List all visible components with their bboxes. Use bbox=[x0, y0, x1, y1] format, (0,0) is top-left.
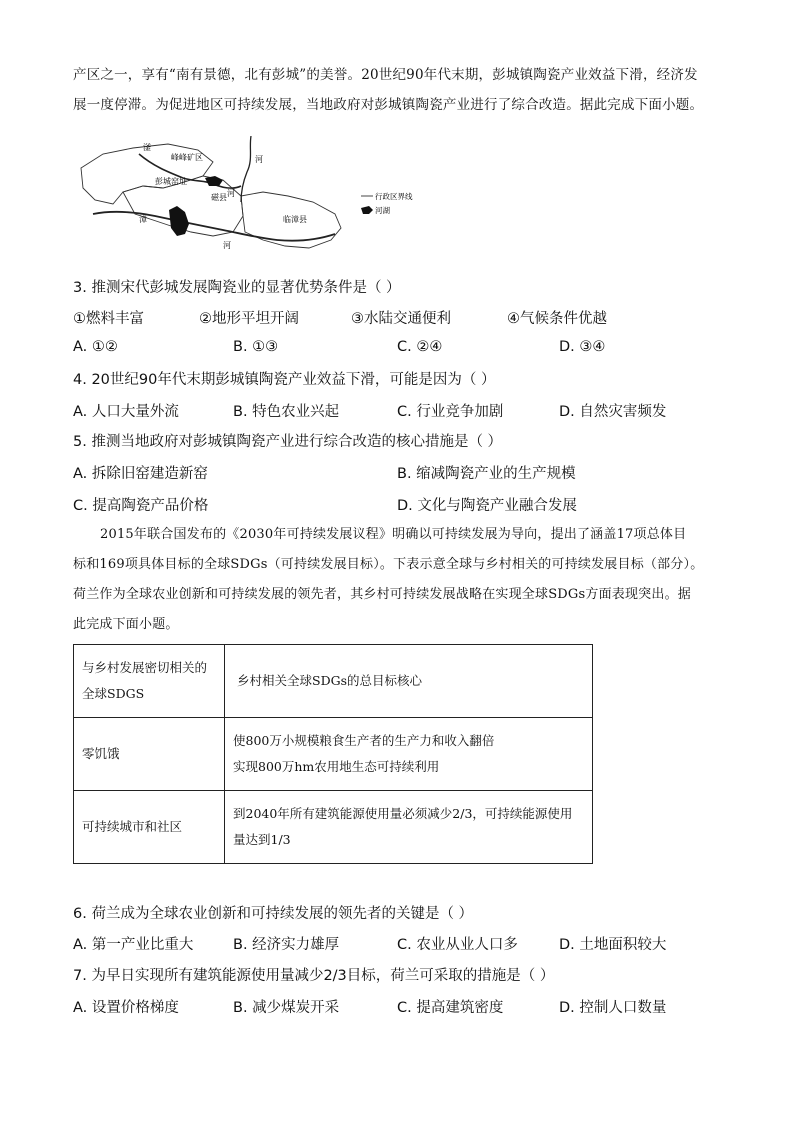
lake-fu bbox=[205, 176, 223, 186]
q3-option-a[interactable]: A. ①② bbox=[73, 339, 118, 355]
q3-item-1: ①燃料丰富 bbox=[73, 311, 144, 327]
q6-option-b[interactable]: B. 经济实力雄厚 bbox=[233, 937, 340, 953]
q3-option-b[interactable]: B. ①③ bbox=[233, 339, 279, 355]
sdg-passage-line-1: 2015年联合国发布的《2030年可持续发展议程》明确以可持续发展为导向，提出了涵盖17项总体目 bbox=[100, 527, 687, 542]
river-north bbox=[241, 136, 251, 202]
intro-paragraph bbox=[73, 60, 733, 120]
q4-stem: 4. 20世纪90年代末期彭城镇陶瓷产业效益下滑，可能是因为（ ） bbox=[73, 372, 496, 388]
q5-stem: 5. 推测当地政府对彭城镇陶瓷产业进行综合改造的核心措施是（ ） bbox=[73, 434, 503, 450]
label-river-he-2: 河 bbox=[227, 189, 235, 198]
table-header-core: 乡村相关全球SDGs的总目标核心 bbox=[225, 645, 593, 718]
label-river-zhang: 漳 bbox=[139, 215, 147, 224]
label-cixian: 磁县 bbox=[211, 193, 227, 202]
table-row-1-core-line-1: 使800万小规模粮食生产者的生产力和收入翻倍 bbox=[233, 733, 495, 748]
table-row bbox=[74, 718, 593, 791]
label-river-he-1: 河 bbox=[255, 155, 263, 164]
q5-options-row-2 bbox=[73, 494, 733, 516]
sdg-passage-line-4: 此完成下面小题。 bbox=[73, 617, 179, 632]
label-linzhang: 临漳县 bbox=[283, 215, 307, 224]
label-river-he-3: 河 bbox=[223, 241, 231, 250]
table-row-1-core-line-2: 实现800万hm农用地生态可持续利用 bbox=[233, 759, 440, 774]
q5-option-c[interactable]: C. 提高陶瓷产品价格 bbox=[73, 498, 209, 514]
q6-options bbox=[73, 933, 733, 955]
q6-stem: 6. 荷兰成为全球农业创新和可持续发展的领先者的关键是（ ） bbox=[73, 906, 474, 922]
label-fengfeng: 峰峰矿区 bbox=[171, 153, 203, 162]
q4-option-b[interactable]: B. 特色农业兴起 bbox=[233, 404, 340, 420]
table-row bbox=[74, 791, 593, 864]
q5-option-b[interactable]: B. 缩减陶瓷产业的生产规模 bbox=[397, 466, 576, 482]
q4-options bbox=[73, 400, 733, 422]
sdg-passage bbox=[73, 520, 733, 550]
q4-option-d[interactable]: D. 自然灾害频发 bbox=[559, 404, 667, 420]
legend-lake-label: 河湖 bbox=[375, 206, 390, 215]
legend-boundary-label: 行政区界线 bbox=[375, 192, 413, 201]
q3-item-2: ②地形平坦开阔 bbox=[199, 311, 299, 327]
sdg-passage-line-3: 荷兰作为全球农业创新和可持续发展的领先者，其乡村可持续发展战略在实现全球SDGs方面表现突出。据 bbox=[73, 587, 691, 602]
table-row-2-core: 到2040年所有建筑能源使用量必须减少2/3，可持续能源使用量达到1/3 bbox=[225, 791, 593, 864]
legend-lake-symbol bbox=[361, 206, 373, 214]
reservoir-lake bbox=[169, 206, 189, 236]
q3-option-d[interactable]: D. ③④ bbox=[559, 339, 606, 355]
q5-options-row-1 bbox=[73, 462, 733, 484]
q6-option-d[interactable]: D. 土地面积较大 bbox=[559, 937, 667, 953]
q7-stem: 7. 为早日实现所有建筑能源使用量减少2/3目标，荷兰可采取的措施是（ ） bbox=[73, 968, 555, 984]
sdg-table bbox=[73, 644, 593, 864]
intro-line-1: 产区之一，享有“南有景德，北有彭城”的美誉。20世纪90年代末期，彭城镇陶瓷产业效益下滑，经济发 bbox=[73, 67, 698, 83]
q7-option-d[interactable]: D. 控制人口数量 bbox=[559, 1000, 667, 1016]
q7-option-a[interactable]: A. 设置价格梯度 bbox=[73, 1000, 179, 1016]
table-row-2-goal: 可持续城市和社区 bbox=[74, 791, 225, 864]
intro-line-2: 展一度停滞。为促进地区可持续发展，当地政府对彭城镇陶瓷产业进行了综合改造。据此完成下面小题。 bbox=[73, 97, 704, 113]
q5-option-d[interactable]: D. 文化与陶瓷产业融合发展 bbox=[397, 498, 577, 514]
q3-stem: 3. 推测宋代彭城发展陶瓷业的显著优势条件是（ ） bbox=[73, 280, 401, 296]
table-header-goal: 与乡村发展密切相关的全球SDGS bbox=[74, 645, 225, 718]
q4-option-c[interactable]: C. 行业竞争加剧 bbox=[397, 404, 504, 420]
q3-options bbox=[73, 339, 733, 361]
q7-option-b[interactable]: B. 减少煤炭开采 bbox=[233, 1000, 340, 1016]
q3-option-c[interactable]: C. ②④ bbox=[397, 339, 443, 355]
table-header-row bbox=[74, 645, 593, 718]
q7-options bbox=[73, 996, 733, 1018]
sdg-passage-rest bbox=[73, 550, 733, 640]
q3-item-4: ④气候条件优越 bbox=[507, 311, 607, 327]
q7-option-c[interactable]: C. 提高建筑密度 bbox=[397, 1000, 504, 1016]
table-row-1-core bbox=[225, 718, 593, 791]
region-map bbox=[73, 136, 443, 254]
q3-items bbox=[73, 307, 733, 329]
q3-item-3: ③水陆交通便利 bbox=[351, 311, 451, 327]
label-pengcheng: 彭城窑址 bbox=[155, 177, 187, 186]
q5-option-a[interactable]: A. 拆除旧窑建造新窑 bbox=[73, 466, 208, 482]
label-river-fu: 滏 bbox=[143, 143, 151, 152]
q4-option-a[interactable]: A. 人口大量外流 bbox=[73, 404, 179, 420]
q6-option-c[interactable]: C. 农业从业人口多 bbox=[397, 937, 518, 953]
sdg-passage-line-2: 标和169项具体目标的全球SDGs（可持续发展目标）。下表示意全球与乡村相关的可持续发展目标（部分）。 bbox=[73, 557, 704, 572]
table-row-1-goal: 零饥饿 bbox=[74, 718, 225, 791]
q6-option-a[interactable]: A. 第一产业比重大 bbox=[73, 937, 194, 953]
